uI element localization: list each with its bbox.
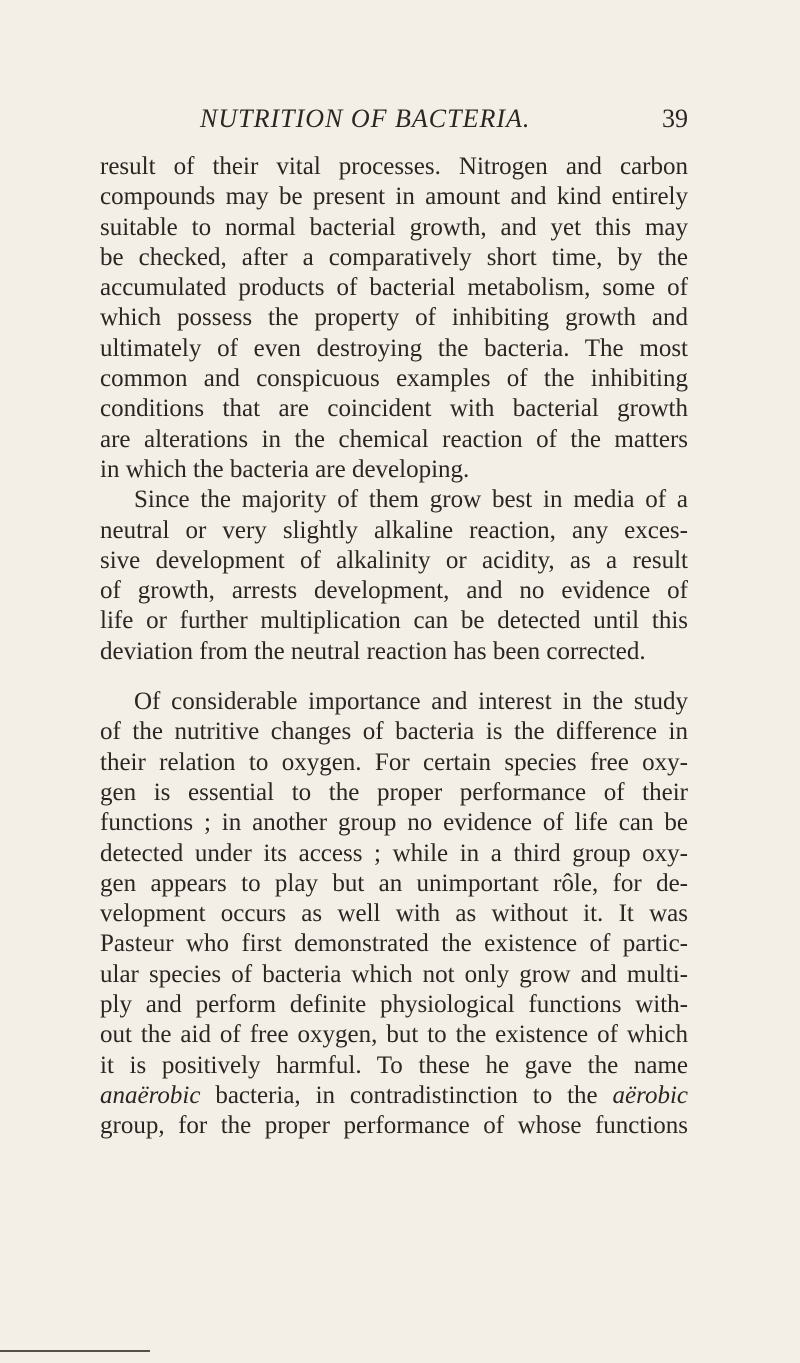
text-line: be checked, after a comparatively short time, by the	[100, 243, 688, 271]
italic-term-aerobic: aërobic	[612, 1081, 688, 1109]
body-text	[100, 152, 688, 1142]
text-line: deviation from the neutral reaction has been corrected.	[100, 637, 646, 665]
text-line: Of considerable importance and interest in the study	[134, 688, 688, 716]
paragraph-1	[100, 152, 688, 485]
text-line: detected under its access ; while in a third group oxy-	[100, 839, 688, 867]
text-line: out the aid of free oxygen, but to the existence of which	[100, 1021, 688, 1049]
text-line: neutral or very slightly alkaline reaction, any exces-	[100, 516, 688, 544]
text-line: Pasteur who first demonstrated the existence of partic-	[100, 930, 688, 958]
text-line: group, for the proper performance of whose functions	[100, 1112, 688, 1140]
text-line: which possess the property of inhibiting growth and	[100, 304, 688, 332]
text-line: gen is essential to the proper performance of their	[100, 778, 688, 806]
paragraph-gap	[100, 667, 688, 687]
page-header	[100, 104, 688, 140]
text-line: ular species of bacteria which not only grow and multi-	[100, 960, 688, 988]
paragraph-3	[100, 687, 688, 1141]
text-line: functions ; in another group no evidence of life can be	[100, 809, 688, 837]
text-line: velopment occurs as well with as without it. It was	[100, 900, 688, 928]
text-line: compounds may be present in amount and kind entirely	[100, 183, 688, 211]
text-line-with-emphasis	[100, 1081, 688, 1111]
text-line: sive development of alkalinity or acidity, as a result	[100, 546, 688, 574]
text-line: accumulated products of bacterial metabolism, some of	[100, 274, 688, 302]
text-line: are alterations in the chemical reaction of the matters	[100, 425, 688, 453]
text-line: ultimately of even destroying the bacteria. The most	[100, 334, 688, 362]
text-line: suitable to normal bacterial growth, and yet this may	[100, 213, 688, 241]
running-head: NUTRITION OF BACTERIA.	[200, 104, 531, 133]
paragraph-2	[100, 485, 688, 667]
text-line: it is positively harmful. To these he gave the name	[100, 1051, 688, 1079]
text-line: Since the majority of them grow best in media of a	[134, 486, 688, 514]
italic-term-anaerobic: anaërobic	[100, 1081, 201, 1109]
text-line: conditions that are coincident with bacterial growth	[100, 395, 688, 423]
text-line: common and conspicuous examples of the inhibiting	[100, 365, 688, 393]
text-line: life or further multiplication can be detected until this	[100, 607, 688, 635]
text-line: ply and perform definite physiological functions with-	[100, 991, 688, 1019]
text-line: gen appears to play but an unimportant rôle, for de-	[100, 869, 688, 897]
text-line: their relation to oxygen. For certain species free oxy-	[100, 748, 688, 776]
text-line: of the nutritive changes of bacteria is the difference in	[100, 718, 688, 746]
text-span: bacteria, in contradistinction to the	[200, 1081, 613, 1109]
bottom-rule	[0, 1350, 150, 1352]
page-number: 39	[662, 104, 688, 133]
text-line: of growth, arrests development, and no evidence of	[100, 577, 688, 605]
text-line: in which the bacteria are developing.	[100, 455, 470, 483]
text-line: result of their vital processes. Nitrogen and carbon	[100, 153, 688, 180]
